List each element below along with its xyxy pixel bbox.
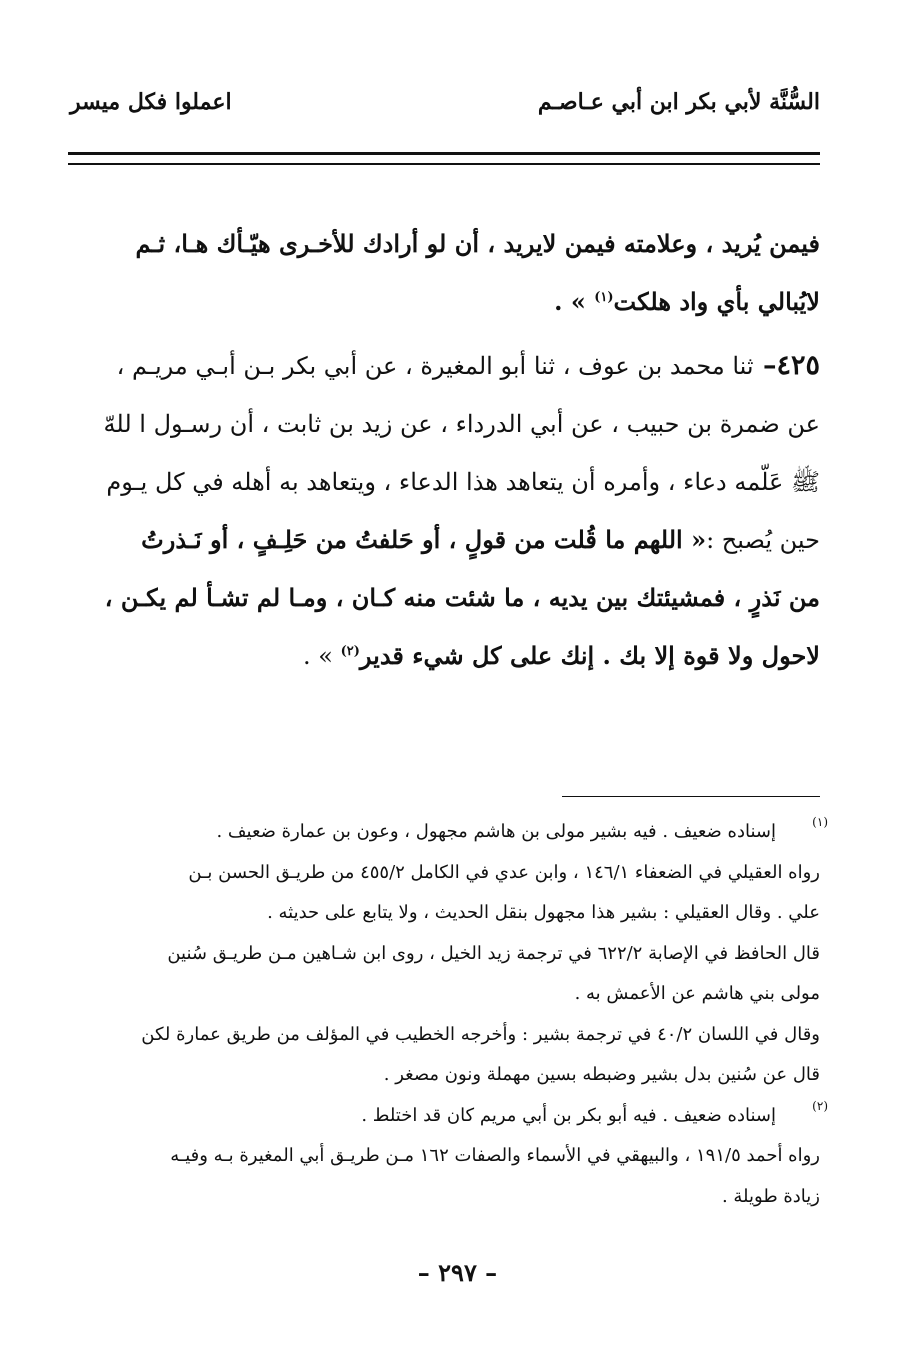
hadith-line-6	[68, 627, 820, 685]
hadith-text-2: عن ضمرة بن حبيب ، عن أبي الدرداء ، عن زيد بن ثابت ، أن رسـول ا للهّ	[103, 410, 820, 438]
header-rule-thick	[68, 152, 820, 155]
intro-text-1: فيمن يُريد ، وعلامته فيمن لايريد ، أن لو أرادك للأخـرى هيّـأك هـا، ثـم	[135, 229, 820, 258]
footnote-1-line: إسناده ضعيف . فيه بشير مولى بن هاشم مجهول ، وعون بن عمارة ضعيف .	[216, 821, 776, 842]
page-number: – ٢٩٧ –	[417, 1258, 498, 1287]
hadith-line-5	[68, 569, 820, 627]
hadith-line-2	[68, 395, 820, 453]
hadith-text-1: ثنا محمد بن عوف ، ثنا أبو المغيرة ، عن أبي بكر بـن أبـي مريـم ،	[116, 352, 754, 380]
footnote-1-line: قال عن سُنين بدل بشير وضبطه بسين مهملة ونون مصغر .	[383, 1064, 820, 1085]
footnote-2-line: رواه أحمد ١٩١/٥ ، والبيهقي في الأسماء والصفات ١٦٢ مـن طريـق أبي المغيرة بـه وفيـه	[170, 1145, 820, 1166]
intro-line-2	[68, 273, 820, 331]
chapter-title: اعملوا فكل ميسر	[70, 89, 232, 115]
hadith-text-3: ﷺ عَلّمه دعاء ، وأمره أن يتعاهد هذا الدعاء ، ويتعاهد به أهله في كل يـوم	[106, 468, 820, 496]
footnote-separator	[562, 796, 820, 797]
hadith-line-1	[68, 337, 820, 395]
footnote-2-line: إسناده ضعيف . فيه أبو بكر بن أبي مريم كان قد اختلط .	[361, 1104, 776, 1126]
hadith-number: ٤٢٥	[776, 350, 820, 381]
footnotes	[68, 812, 828, 1217]
footnote-1-line: وقال في اللسان ٤٠/٢ في ترجمة بشير : وأخرجه الخطيب في المؤلف من طريق عمارة لكن	[141, 1023, 820, 1045]
page-header	[70, 82, 820, 122]
intro-text-2-end: » .	[554, 287, 595, 316]
hadith-text-6: لاحول ولا قوة إلا بك . إنك على كل شيء قدير	[359, 641, 820, 670]
footnote-marker-1: (١)	[812, 815, 828, 829]
main-text	[68, 215, 820, 685]
hadith-text-4-plain: حين يُصبح :	[706, 526, 820, 554]
footnote-1	[68, 812, 828, 1096]
hadith-dash: –	[753, 350, 777, 381]
header-rule-thin	[68, 163, 820, 165]
footnote-ref-1: (١)	[594, 290, 614, 305]
hadith-line-4	[68, 511, 820, 569]
footnote-1-line: مولى بني هاشم عن الأعمش به .	[574, 983, 820, 1004]
intro-text-2: لايُبالي بأي واد هلكت	[613, 287, 820, 316]
hadith-text-5: من نَذرٍ ، فمشيئتك بين يديه ، ما شئت منه كـان ، ومـا لم تشـأ لم يكـن ،	[104, 583, 820, 612]
footnote-ref-2: (٢)	[340, 644, 360, 659]
hadith-text-6-end: » .	[303, 642, 341, 670]
footnote-2-line: زيادة طويلة .	[721, 1185, 820, 1207]
footnote-1-line: رواه العقيلي في الضعفاء ١٤٦/١ ، وابن عدي في الكامل ٤٥٥/٢ من طريـق الحسن بـن	[188, 861, 820, 883]
hadith-line-3	[68, 453, 820, 511]
book-title: السُّنَّة لأبي بكر ابن أبي عـاصـم	[537, 89, 820, 115]
footnote-marker-2: (٢)	[812, 1098, 828, 1113]
footnote-1-line: قال الحافظ في الإصابة ٦٢٢/٢ في ترجمة زيد الخيل ، روى ابن شـاهين مـن طريـق سُنين	[167, 942, 820, 964]
intro-line-1	[68, 215, 820, 273]
footnote-1-line: علي . وقال العقيلي : بشير هذا مجهول بنقل الحديث ، ولا يتابع على حديثه .	[267, 902, 820, 923]
footnote-2	[68, 1096, 828, 1218]
hadith-text-4-bold: « اللهم ما قُلت من قولٍ ، أو حَلفتُ من حَلِـفٍ ، أو نَـذرتُ	[141, 525, 707, 554]
